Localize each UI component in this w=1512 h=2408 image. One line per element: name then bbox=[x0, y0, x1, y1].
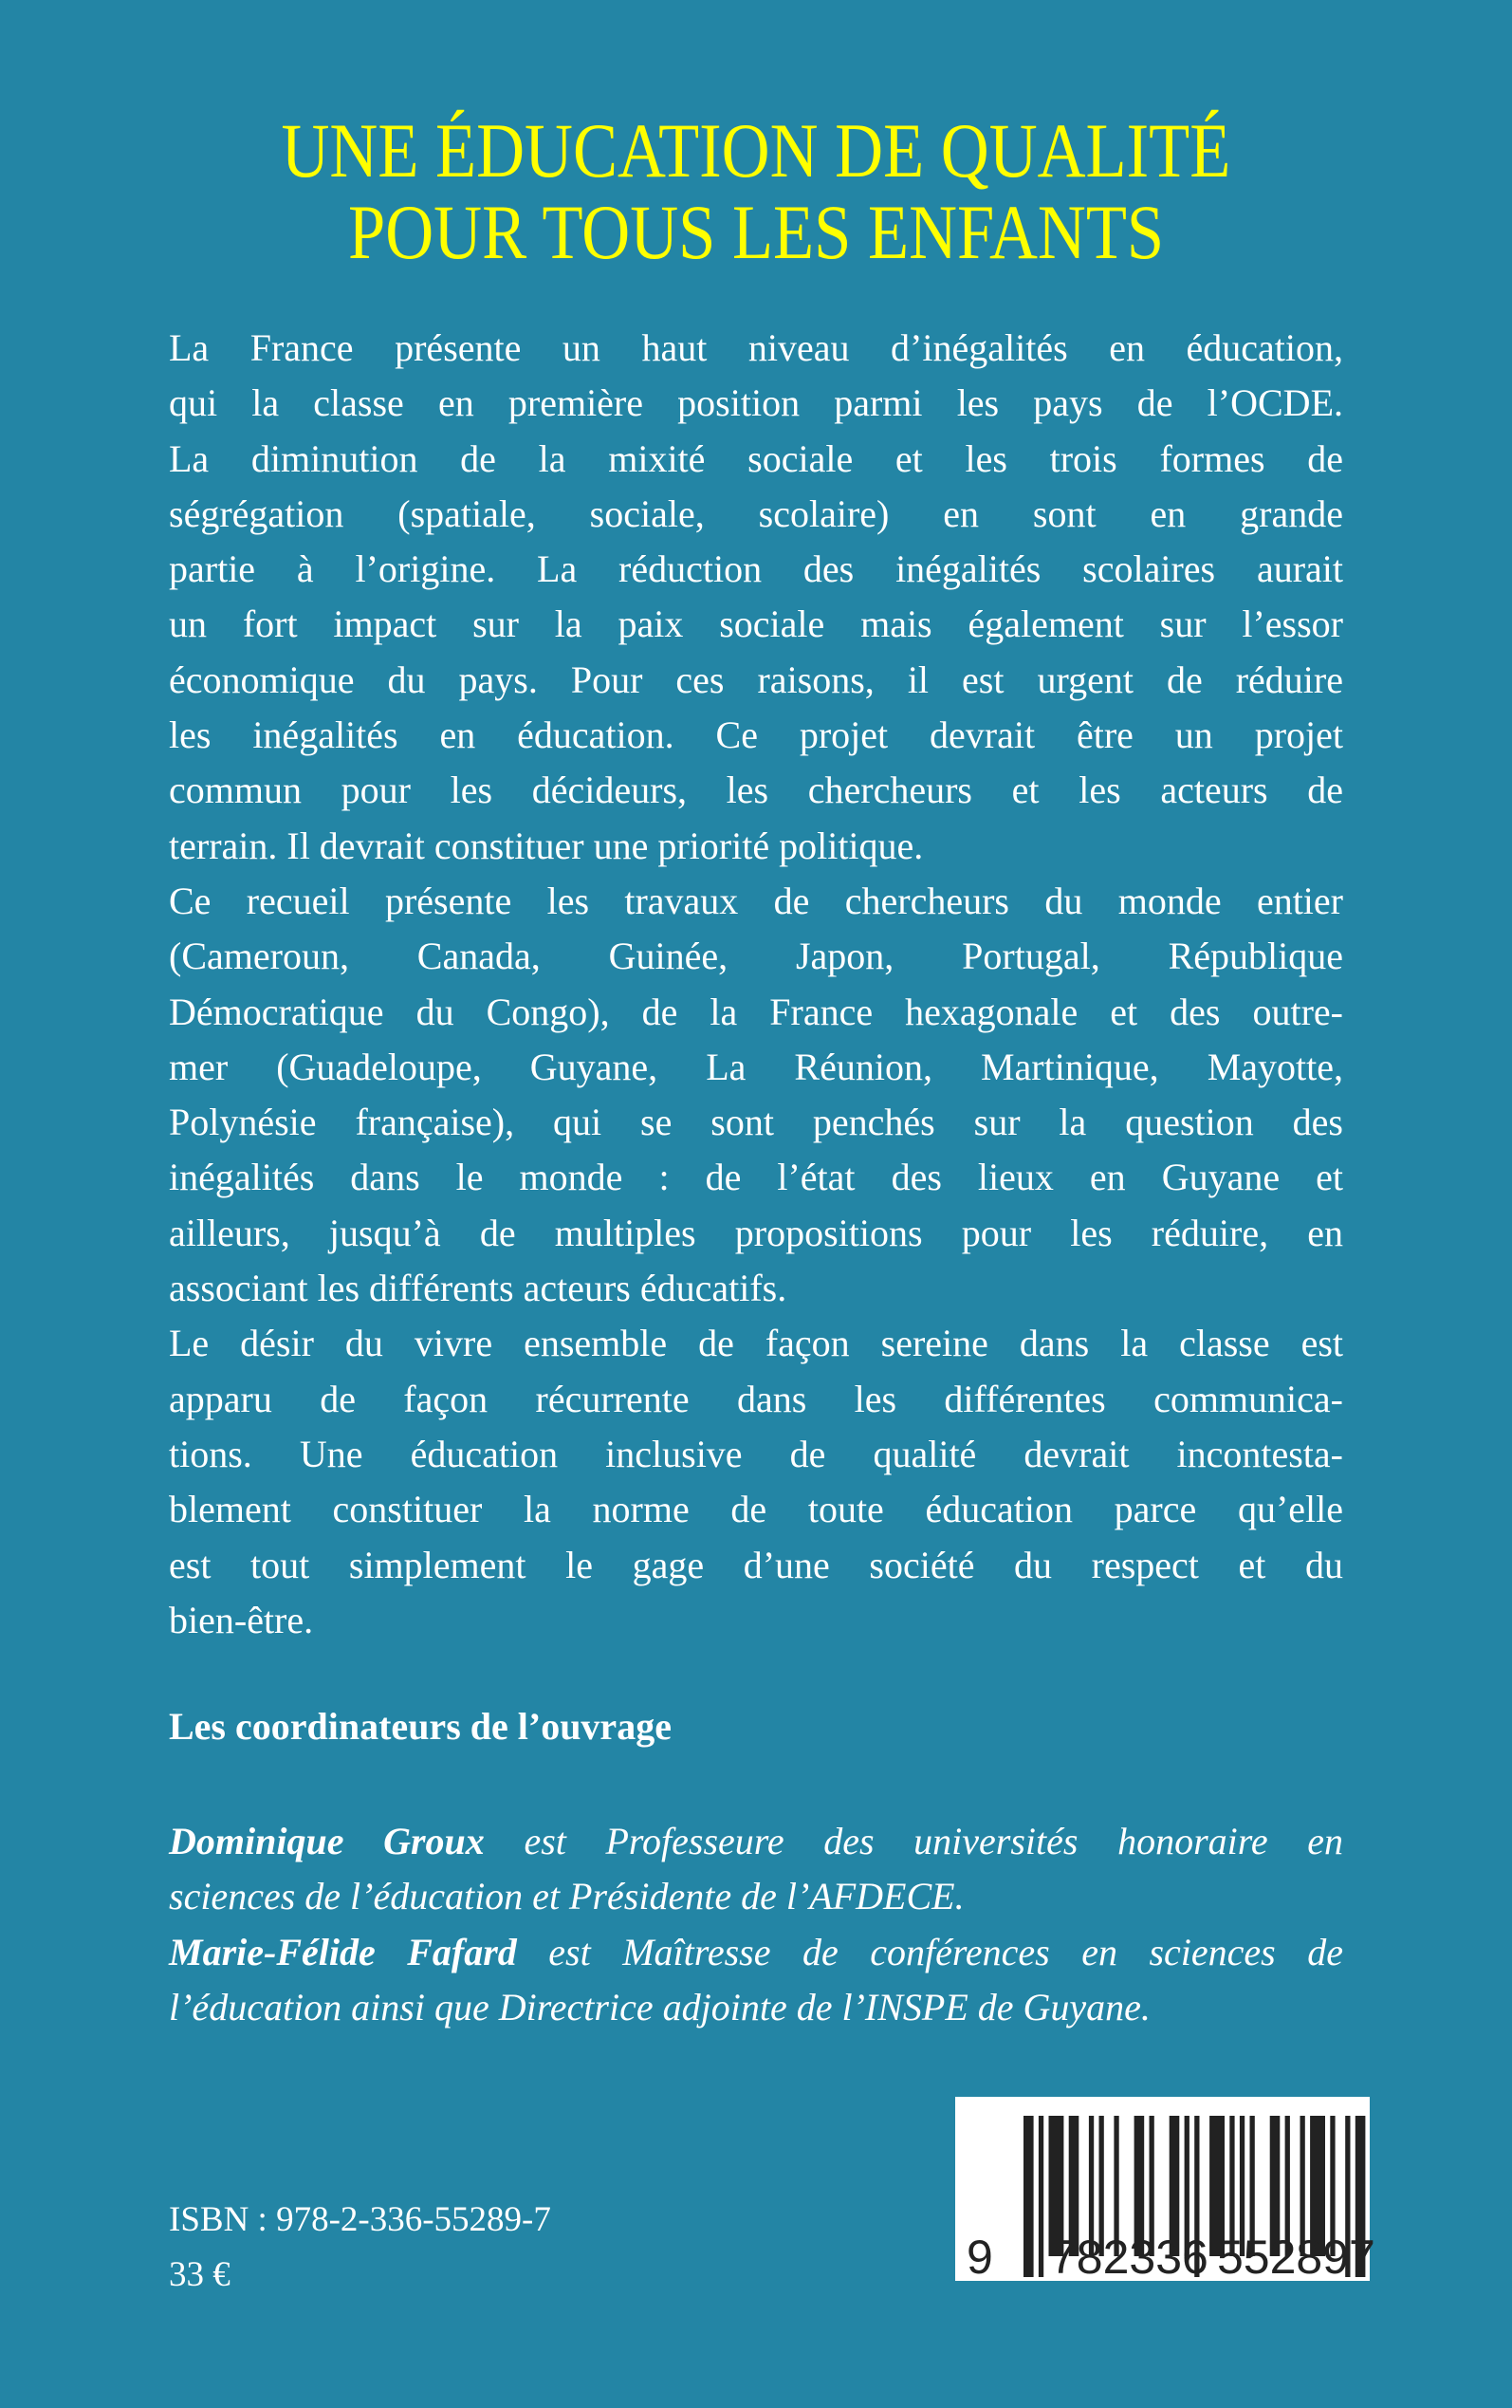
blurb-line: blement constituer la norme de toute éducation parce qu’elle bbox=[169, 1488, 1343, 1531]
bio-line: sciences de l’éducation et Présidente de l’AFDECE. bbox=[169, 1875, 965, 1918]
barcode-bar bbox=[1039, 2116, 1043, 2277]
blurb-text bbox=[169, 321, 1343, 1648]
title-line-2: POUR TOUS LES ENFANTS bbox=[347, 189, 1165, 275]
bio-line: Marie-Félide Fafard est Maîtresse de conférences en sciences de bbox=[169, 1930, 1343, 1973]
blurb-line: tions. Une éducation inclusive de qualité devrait incontesta- bbox=[169, 1432, 1343, 1475]
blurb-line: Ce recueil présente les travaux de chercheurs du monde entier bbox=[169, 879, 1343, 922]
bio-line: Dominique Groux est Professeure des universités honoraire en bbox=[169, 1820, 1344, 1862]
bio-line: l’éducation ainsi que Directrice adjointe de l’INSPE de Guyane. bbox=[169, 1985, 1151, 2028]
blurb-line: partie à l’origine. La réduction des inégalités scolaires aurait bbox=[169, 547, 1343, 591]
blurb-line: associant les différents acteurs éducatifs. bbox=[169, 1267, 787, 1310]
blurb-line: ségrégation (spatiale, sociale, scolaire) en sont en grande bbox=[169, 491, 1343, 535]
blurb-line: terrain. Il devrait constituer une priorité politique. bbox=[169, 824, 924, 867]
isbn: ISBN : 978-2-336-55289-7 bbox=[169, 2200, 551, 2239]
blurb-line: (Cameroun, Canada, Guinée, Japon, Portugal, République bbox=[169, 935, 1343, 978]
blurb-line: mer (Guadeloupe, Guyane, La Réunion, Martinique, Mayotte, bbox=[169, 1045, 1343, 1088]
blurb-line: les inégalités en éducation. Ce projet devrait être un projet bbox=[169, 713, 1343, 757]
blurb-line: ailleurs, jusqu’à de multiples propositions pour les réduire, en bbox=[169, 1211, 1343, 1254]
blurb-line: inégalités dans le monde : de l’état des lieux en Guyane et bbox=[169, 1156, 1343, 1199]
blurb-line: un fort impact sur la paix sociale mais également sur l’essor bbox=[169, 602, 1343, 646]
price: 33 € bbox=[169, 2255, 230, 2294]
blurb-line: Démocratique du Congo), de la France hexagonale et des outre- bbox=[169, 990, 1343, 1033]
blurb-line: La France présente un haut niveau d’inégalités en éducation, bbox=[169, 326, 1343, 369]
blurb-line: La diminution de la mixité sociale et les trois formes de bbox=[169, 436, 1343, 480]
coordinators-heading: Les coordinateurs de l’ouvrage bbox=[169, 1705, 672, 1748]
barcode-bar bbox=[1023, 2116, 1034, 2277]
blurb-line: qui la classe en première position parmi les pays de l’OCDE. bbox=[169, 381, 1343, 425]
blurb-line: économique du pays. Pour ces raisons, il est urgent de réduire bbox=[169, 658, 1343, 701]
blurb-line: commun pour les décideurs, les chercheurs et les acteurs de bbox=[169, 769, 1343, 812]
blurb-line: apparu de façon récurrente dans les différentes communica- bbox=[169, 1377, 1343, 1420]
blurb-line: bien-être. bbox=[169, 1598, 314, 1641]
blurb-line: est tout simplement le gage d’une société du respect et du bbox=[169, 1543, 1343, 1586]
title-line-1: UNE ÉDUCATION DE QUALITÉ bbox=[281, 107, 1231, 194]
blurb-line: Polynésie française), qui se sont penchés sur la question des bbox=[169, 1101, 1343, 1144]
coordinator-bios bbox=[169, 1814, 1343, 2035]
barcode: 9 782336 552897 bbox=[955, 2097, 1370, 2281]
blurb-line: Le désir du vivre ensemble de façon sereine dans la classe est bbox=[169, 1322, 1343, 1365]
